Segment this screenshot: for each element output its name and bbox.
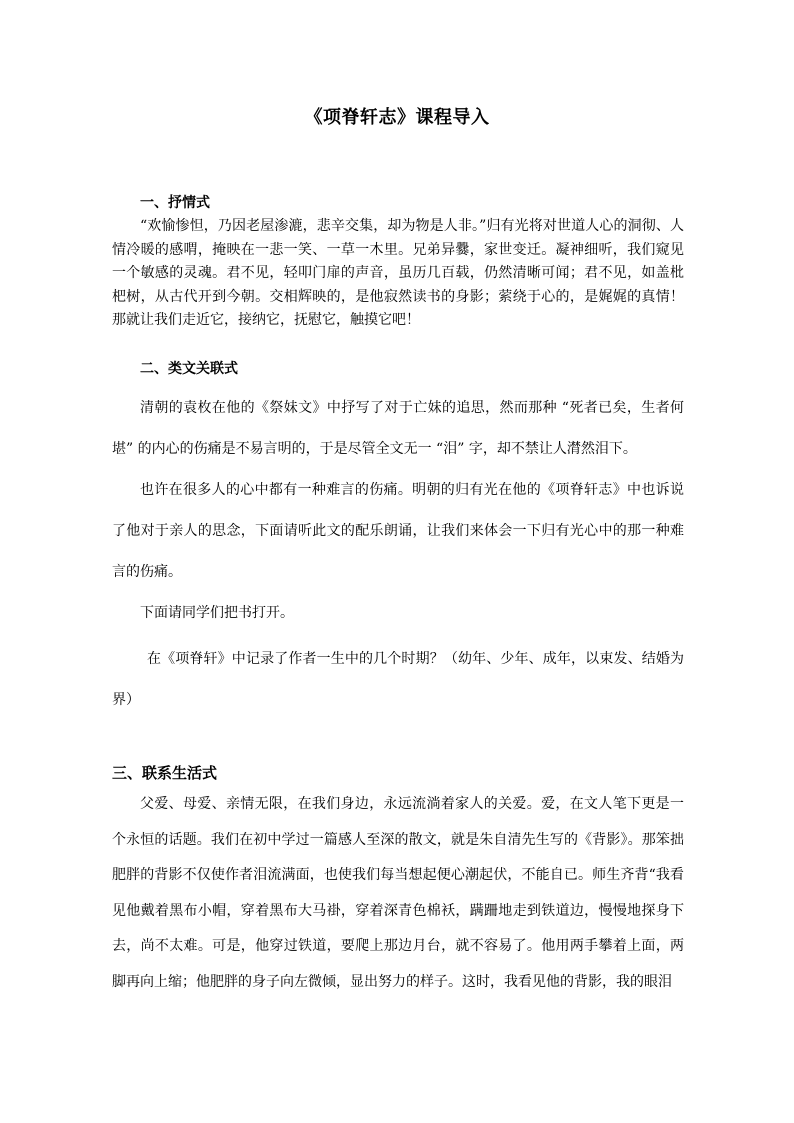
paragraph-related-text-3: 下面请同学们把书打开。 bbox=[140, 605, 294, 621]
section-heading-related-text: 二、类文关联式 bbox=[140, 361, 238, 377]
paragraph-lyrical: “欢愉惨怛，乃因老屋渗漉，悲辛交集，却为物是人非。”归有光将对世道人心的洞彻、人情冷暖的感喟，掩映在一悲一笑、一草一木里。兄弟异爨，家世变迁。凝神细听，我们窥见一个敏感的灵魂。君不见，轻叩门扉的声音，虽历几百载，仍然清晰可闻；君不见，如盖枇杷树，从古代开到今朝。交相辉映的，是他寂然读书的身影；萦绕于心的，是娓娓的真情！那就让我们走近它，接纳它，抚慰它，触摸它吧！ bbox=[112, 218, 684, 328]
section-heading-lyrical: 一、抒情式 bbox=[140, 195, 210, 211]
paragraph-life-connection: 父爱、母爱、亲情无限，在我们身边，永远流淌着家人的关爱。爱，在文人笔下更是一个永恒的话题。我们在初中学过一篇感人至深的散文，就是朱自清先生写的《背影》。那笨拙肥胖的背影不仅使作者泪流满面，也使我们每当想起便心潮起伏，不能自已。师生齐背“我看见他戴着黑布小帽，穿着黑布大马褂，穿着深青色棉袄，蹒跚地走到铁道边，慢慢地探身下去，尚不太难。可是，他穿过铁道，要爬上那边月台，就不容易了。他用两手攀着上面，两脚再向上缩；他肥胖的身子向左微倾，显出努力的样子。这时，我看见他的背影，我的眼泪 bbox=[112, 796, 684, 990]
page-title: 《项脊轩志》课程导入 bbox=[304, 107, 490, 128]
paragraph-related-text-2: 也许在很多人的心中都有一种难言的伤痛。明朝的归有光在他的《项脊轩志》中也诉说了他对于亲人的思念，下面请听此文的配乐朗诵，让我们来体会一下归有光心中的那一种难言的伤痛。 bbox=[112, 482, 684, 580]
section-heading-life-connection: 三、联系生活式 bbox=[112, 764, 218, 782]
paragraph-related-text-question: 在《项脊轩》中记录了作者一生中的几个时期？（幼年、少年、成年，以束发、结婚为界） bbox=[112, 651, 684, 708]
paragraph-related-text-1: 清朝的袁枚在他的《祭妹文》中抒写了对于亡妹的追思，然而那种 “死者已矣，生者何堪” 的内心的伤痛是不易言明的，于是尽管全文无一 “泪” 字，却不禁让人潸然泪下。 bbox=[112, 400, 684, 457]
